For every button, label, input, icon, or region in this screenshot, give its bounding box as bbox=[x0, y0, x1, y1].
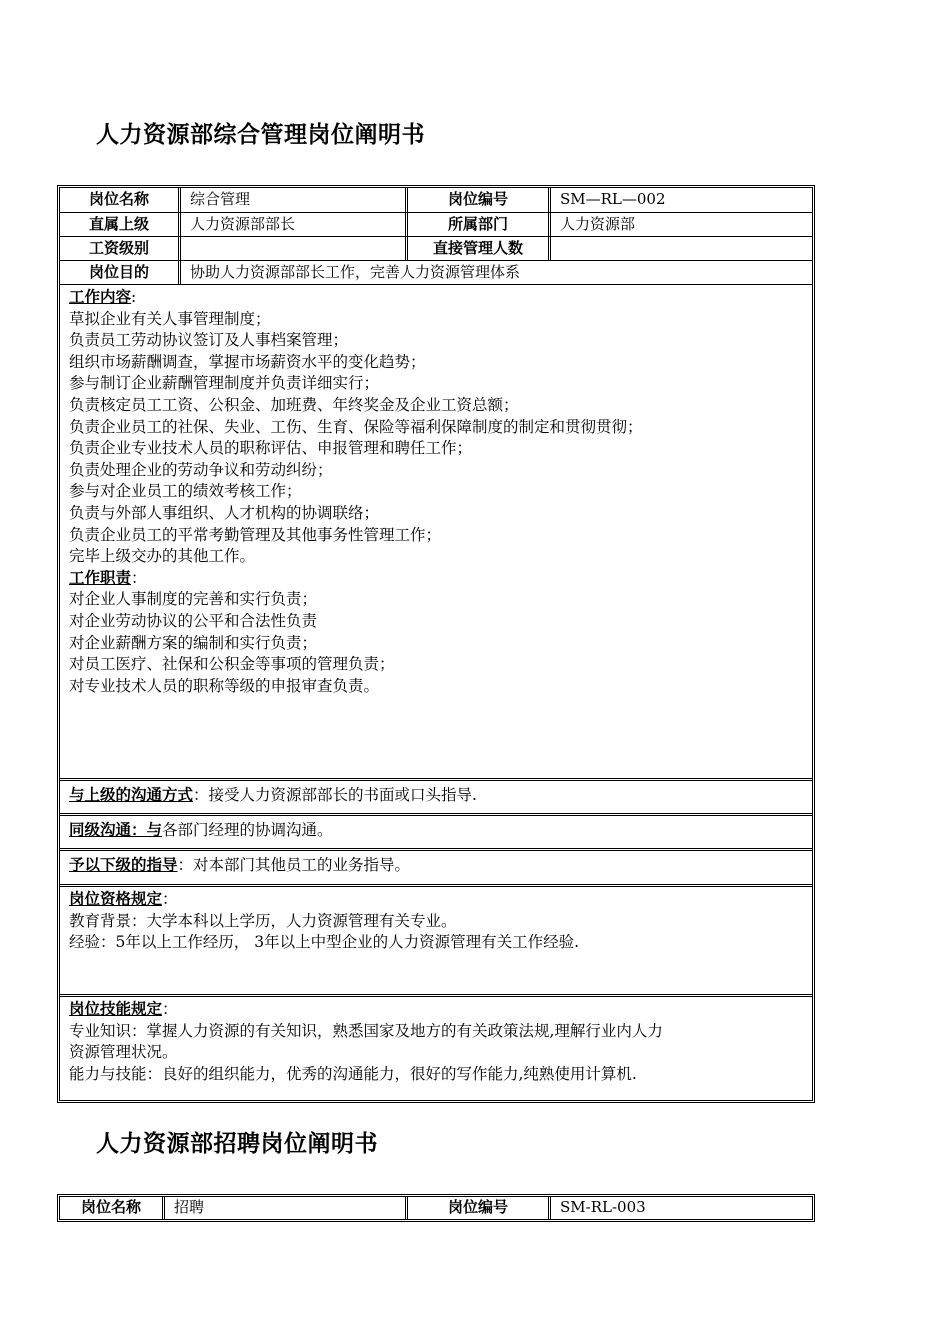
skills-section: 岗位技能规定： 专业知识：掌握人力资源的有关知识，熟悉国家及地方的有关政策法规,理解行业内人力 资源管理状况。 能力与技能：良好的组织能力，优秀的沟通能力，很好的写作能力,纯熟使用计算机. bbox=[60, 994, 812, 1100]
job-description-table bbox=[57, 1194, 815, 1222]
list-item: 对企业人事制度的完善和实行负责； bbox=[69, 590, 318, 609]
lower-guidance-text: ：对本部门其他员工的业务指导。 bbox=[177, 856, 411, 874]
qualification-section: 岗位资格规定： 教育背景：大学本科以上学历，人力资源管理有关专业。 经验：5年以上工作经历， 3年以上中型企业的人力资源管理有关工作经验. bbox=[60, 884, 812, 994]
list-item: 资源管理状况。 bbox=[69, 1043, 178, 1062]
table-row bbox=[60, 1197, 812, 1219]
position-name-value: 招聘 bbox=[162, 1197, 405, 1219]
work-content-heading: 工作内容 bbox=[69, 288, 132, 306]
lower-guidance-label: 予以下级的指导 bbox=[69, 856, 178, 874]
supervisor-value: 人力资源部部长 bbox=[178, 213, 405, 236]
list-item: 对企业薪酬方案的编制和实行负责； bbox=[69, 633, 318, 652]
list-item: 专业知识：掌握人力资源的有关知识，熟悉国家及地方的有关政策法规,理解行业内人力 bbox=[69, 1021, 663, 1040]
table-row bbox=[60, 188, 812, 212]
document-title: 人力资源部综合管理岗位阐明书 bbox=[96, 122, 425, 148]
list-item: 组织市场薪酬调查，掌握市场薪资水平的变化趋势； bbox=[69, 352, 426, 371]
upper-communication-label: 与上级的沟通方式 bbox=[69, 786, 194, 804]
purpose-label: 岗位目的 bbox=[88, 263, 149, 281]
list-item: 经验：5年以上工作经历， 3年以上中型企业的人力资源管理有关工作经验. bbox=[69, 933, 580, 952]
job-description-table bbox=[57, 185, 815, 1103]
table-row bbox=[60, 212, 812, 236]
skills-heading: 岗位技能规定 bbox=[69, 1000, 163, 1018]
position-code-label: 岗位编号 bbox=[405, 1197, 548, 1219]
list-item: 参与制订企业薪酬管理制度并负责详细实行； bbox=[69, 374, 380, 393]
salary-level-label: 工资级别 bbox=[88, 239, 149, 257]
list-item: 能力与技能：良好的组织能力，优秀的沟通能力，很好的写作能力,纯熟使用计算机. bbox=[69, 1064, 637, 1083]
upper-communication-section bbox=[60, 778, 812, 813]
list-item: 负责企业专业技术人员的职称评估、申报管理和聘任工作； bbox=[69, 439, 473, 458]
department-label: 所属部门 bbox=[405, 213, 548, 236]
list-item: 对员工医疗、社保和公积金等事项的管理负责； bbox=[69, 655, 395, 674]
purpose-value: 协助人力资源部部长工作，完善人力资源管理体系 bbox=[178, 261, 812, 284]
duties-heading: 工作职责 bbox=[69, 568, 132, 587]
qualification-heading: 岗位资格规定 bbox=[69, 890, 163, 908]
list-item: 教育背景：大学本科以上学历，人力资源管理有关专业。 bbox=[69, 911, 457, 930]
list-item: 草拟企业有关人事管理制度； bbox=[69, 309, 271, 328]
lower-guidance-section bbox=[60, 848, 812, 884]
position-code-value: SM-RL-003 bbox=[548, 1197, 812, 1219]
table-row bbox=[60, 236, 812, 260]
list-item: 对企业劳动协议的公平和合法性负责 bbox=[69, 611, 318, 630]
list-item: 负责与外部人事组织、人才机构的协调联络； bbox=[69, 503, 380, 522]
supervisor-label: 直属上级 bbox=[88, 215, 149, 233]
department-value: 人力资源部 bbox=[548, 213, 812, 236]
work-content-section: 工作内容: 草拟企业有关人事管理制度； 负责员工劳动协议签订及人事档案管理； 组织市场薪酬调查，掌握市场薪资水平的变化趋势； 参与制订企业薪酬管理制度并负责详细实行； 负责核定员工工资、公积金、加班费、年终奖金及企业工资总额； 负责企业员工的社保、失业、工伤、生育、保险等福利保障制度的制定和贯彻贯彻； 负责企业专业技术人员的职称评估、申报管理和聘任工作； 负责处理企业的劳动争议和劳动纠纷； 参与对企业员工的绩效考核工作； 负责与外部人事组织、人才机构的协调联络； 负责企业员工的平常考勤管理及其他事务性管理工作； 完毕上级交办的其他工作。 工作职责： 对企业人事制度的完善和实行负责； 对企业劳动协议的公平和合法性负责 对企业薪酬方案的编制和实行负责； 对员工医疗、社保和公积金等事项的管理负责； 对专业技术人员的职称等级的申报审查负责。 bbox=[60, 284, 812, 778]
list-item: 负责企业员工的平常考勤管理及其他事务性管理工作； bbox=[69, 525, 442, 544]
list-item: 完毕上级交办的其他工作。 bbox=[69, 547, 256, 566]
position-code-label: 岗位编号 bbox=[405, 188, 548, 212]
upper-communication-text: ：接受人力资源部部长的书面或口头指导. bbox=[193, 786, 477, 804]
list-item: 参与对企业员工的绩效考核工作； bbox=[69, 482, 302, 501]
position-name-label: 岗位名称 bbox=[88, 190, 149, 208]
direct-reports-label: 直接管理人数 bbox=[405, 237, 548, 260]
list-item: 负责处理企业的劳动争议和劳动纠纷； bbox=[69, 460, 333, 479]
peer-communication-label: 同级沟通：与 bbox=[69, 821, 163, 839]
position-name-value: 综合管理 bbox=[178, 188, 405, 212]
list-item: 对专业技术人员的职称等级的申报审查负责。 bbox=[69, 676, 380, 695]
list-item: 负责核定员工工资、公积金、加班费、年终奖金及企业工资总额； bbox=[69, 395, 519, 414]
direct-reports-value bbox=[548, 237, 812, 260]
table-row bbox=[60, 260, 812, 284]
document-title: 人力资源部招聘岗位阐明书 bbox=[96, 1131, 378, 1157]
position-name-label: 岗位名称 bbox=[80, 1198, 141, 1216]
peer-communication-section bbox=[60, 813, 812, 848]
list-item: 负责企业员工的社保、失业、工伤、生育、保险等福利保障制度的制定和贯彻贯彻； bbox=[69, 417, 643, 436]
list-item: 负责员工劳动协议签订及人事档案管理； bbox=[69, 331, 349, 350]
peer-communication-text: 各部门经理的协调沟通。 bbox=[162, 821, 333, 839]
position-code-value: SM—RL—002 bbox=[548, 188, 812, 212]
salary-level-value bbox=[178, 237, 405, 260]
